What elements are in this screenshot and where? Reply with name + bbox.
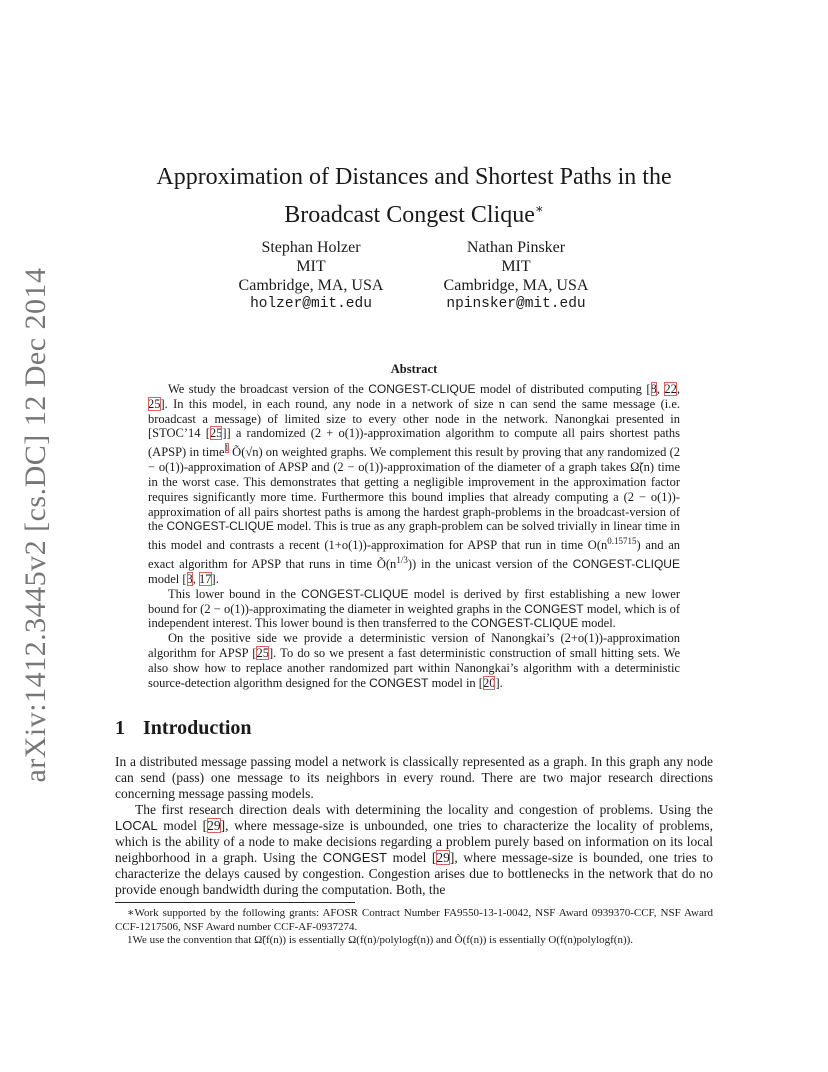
abstract-paragraph-2: This lower bound in the CONGEST-CLIQUE model is derived by first establishing a new lower bound for (2 − o(1))-approximating the diameter in weighted graphs in the CONGEST model, which is of independent interest. This lower bound is then transferred to the CONGEST-CLIQUE model. <box>148 586 681 631</box>
footnote-rule <box>115 902 355 903</box>
author-name: Nathan Pinsker <box>466 239 566 256</box>
intro-paragraph-2: The first research direction deals with determining the locality and congestion of problems. Using the LOCAL model [29], where message-size is unbounded, one tries to characterize the locality of problems, which is the ability of a node to make decisions regarding a problem purely based on information on its local neighborhood in a graph. Using the CONGEST model [29], where message-size is bounded, one tries to characterize the delays caused by congestion. Congestion arises due to bottlenecks in the network that do no provide enough bandwidth during the computation. Both, the <box>115 802 713 897</box>
citation-link[interactable]: 20 <box>482 675 496 690</box>
author-email: npinsker@mit.edu <box>446 296 586 312</box>
citation-link[interactable]: 22 <box>664 382 677 396</box>
footnotes <box>115 907 713 948</box>
citation-link[interactable]: 29 <box>436 850 450 865</box>
abstract <box>148 382 680 690</box>
title-footnote-mark: ∗ <box>534 201 544 216</box>
author-location: Cambridge, MA, USA <box>443 277 589 294</box>
author-affiliation: MIT <box>501 258 531 275</box>
abstract-paragraph-3: On the positive side we provide a deterministic version of Nanongkai’s (2+o(1))-approximation algorithm for APSP [25]. To do so we present a fast deterministic construction of small hitting sets. We also show how to replace another randomized part within Nanongkai’s algorithm with a deterministic source-detection algorithm designed for the CONGEST model in [20]. <box>148 631 681 690</box>
intro-paragraph-1: In a distributed message passing model a network is classically represented as a graph. In this graph any node can send (pass) one message to its neighbors in every round. There are two major research directions concerning message passing models. <box>115 754 713 801</box>
author-2 <box>416 238 616 314</box>
author-affiliation: MIT <box>296 258 326 275</box>
footnote-1: 1We use the convention that Ω̃(f(n)) is essentially Ω(f(n)/polylogf(n)) and Õ(f(n)) is essentially O(f(n)polylogf(n)). <box>127 934 634 946</box>
title-line-2: Broadcast Congest Clique∗ <box>284 201 544 228</box>
introduction-text <box>115 754 713 898</box>
citation-link[interactable]: 3 <box>186 572 193 587</box>
title-line-1: Approximation of Distances and Shortest Paths in the <box>156 164 672 190</box>
citation-link[interactable]: 25 <box>148 396 161 411</box>
section-number: 1 <box>115 717 125 739</box>
author-1 <box>211 238 411 314</box>
citation-link[interactable]: 8 <box>650 382 657 396</box>
citation-link[interactable]: 25 <box>209 426 223 441</box>
arxiv-id: arXiv:1412.3445v2 [cs.DC] 12 Dec 2014 <box>19 267 52 783</box>
author-name: Stephan Holzer <box>261 239 361 256</box>
citation-link[interactable]: 29 <box>207 818 221 833</box>
arxiv-sidebar <box>6 267 66 783</box>
section-title: Introduction <box>143 717 252 739</box>
abstract-heading: Abstract <box>390 362 438 376</box>
author-email: holzer@mit.edu <box>250 296 372 312</box>
citation-link[interactable]: 25 <box>256 646 269 661</box>
abstract-paragraph-1: We study the broadcast version of the CONGEST-CLIQUE model of distributed computing [8, 22, 25]. In this model, in each round, any node in a network of size n can send the same message (i.e. broadcast a message) of limited size to every other node in the network. Nanongkai presented in [STOC’14 [25]] a randomized (2 + o(1))-approximation algorithm to compute all pairs shortest paths (APSP) in time$^1$ Õ(√n) on weighted graphs. We complement this result by proving that any randomized (2 − o(1))-approximation of APSP and (2 − o(1))-approximation of the diameter of a graph takes Ω̃(n) time in the worst case. This demonstrates that getting a negligible improvement in the approximation factor requires significantly more time. Furthermore this bound implies that already computing a (2 − o(1))-approximation of all pairs shortest paths is among the hardest graph-problems in the broadcast-version of the CONGEST-CLIQUE model. This is true as any graph-problem can be solved trivially in linear time in this model and contrasts a recent (1+o(1))-approximation for APSP that run in time $O(n^{0.15715})$ and an exact algorithm for APSP that runs in time $Õ(n^{1/3})$) in the unicast version of the CONGEST-CLIQUE model [3, 17]. <box>148 382 680 587</box>
citation-link[interactable]: 17 <box>199 572 212 587</box>
footnote-link[interactable]: 1 <box>224 443 229 454</box>
paper-title <box>100 162 728 231</box>
footnote-funding: ∗Work supported by the following grants: AFOSR Contract Number FA9550-13-1-0042, NSF Award 0939370-CCF, NSF Award CCF-1217506, NSF Award number CCF-AF-0937274. <box>115 907 713 933</box>
section-heading <box>115 717 270 740</box>
author-location: Cambridge, MA, USA <box>238 277 384 294</box>
